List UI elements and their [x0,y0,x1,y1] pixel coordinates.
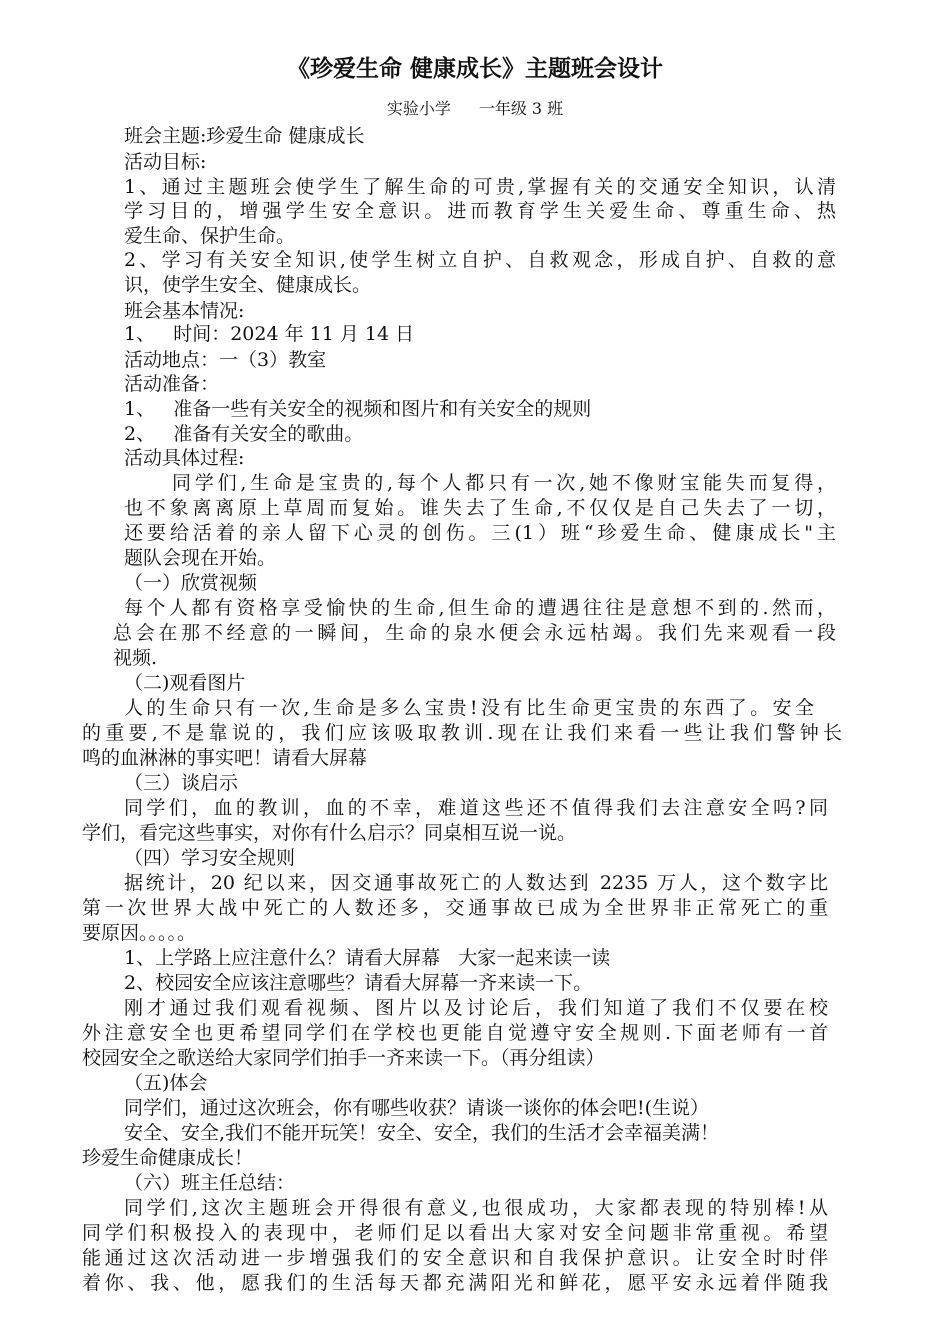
text-line: 还要给活着的亲人留下心灵的创伤。三(1）班“珍爱生命、健康成长"主 [124,522,836,544]
class-name: 一年级 3 班 [478,99,564,118]
text-line: 同学们，通过这次班会，你有哪些收获？请谈一谈你的体会吧!(生说） [124,1097,710,1119]
text-line: 校园安全之歌送给大家同学们拍手一齐来读一下。（再分组读） [82,1047,605,1069]
text-line: 同学们，血的教训，血的不幸，难道这些还不值得我们去注意安全吗?同 [124,797,828,819]
section-heading: （三）谈启示 [124,772,239,794]
text-line: 2、学习有关安全知识,使学生树立自护、自救观念，形成自护、自救的意 [124,249,836,271]
text-line: 总会在那不经意的一瞬间，生命的泉水便会永远枯竭。我们先来观看一段 [113,622,836,644]
text-line: 也不象离离原上草周而复始。谁失去了生命,不仅仅是自己失去了一切， [124,497,836,519]
text-line: 第一次世界大战中死亡的人数还多，交通事故已成为全世界非正常死亡的重 [82,897,828,919]
text-line: 题队会现在开始。 [124,547,277,569]
section-heading: （四）学习安全规则 [124,847,296,869]
text-line: 同学们,这次主题班会开得很有意义,也很成功，大家都表现的特别棒!从 [124,1197,828,1219]
school-name: 实验小学 [386,99,451,118]
text-line: 1、上学路上应注意什么？请看大屏幕 大家一起来读一读 [124,947,611,969]
text-line: 据统计，20 纪以来，因交通事故死亡的人数达到 2235 万人，这个数字比 [124,872,828,894]
section-heading: （六）班主任总结： [124,1172,296,1194]
section-heading: （二)观看图片 [124,672,246,694]
text-line: 识，使学生安全、健康成长。 [124,274,372,296]
text-line: 学们，看完这些事实，对你有什么启示？同桌相互说一说。 [82,822,577,844]
text-line: 班会主题:珍爱生命 健康成长 [124,125,365,147]
text-line: 2、 准备有关安全的歌曲。 [124,423,364,445]
text-line: 人的生命只有一次,生命是多么宝贵!没有比生命更宝贵的东西了。安全 [124,697,814,719]
text-line: 活动准备： [124,373,220,395]
text-line: 鸣的血淋淋的事实吧！请看大屏幕 [82,747,368,769]
text-line: 能通过这次活动进一步增强我们的安全意识和自我保护意识。让安全时时伴 [82,1247,828,1269]
text-line: 安全、安全,我们不能开玩笑！安全、安全，我们的生活才会幸福美满！ [124,1122,720,1144]
document-subtitle [0,96,950,122]
text-line: 同学们,生命是宝贵的,每个人都只有一次,她不像财宝能失而复得， [172,472,836,494]
text-line: 1、 准备一些有关安全的视频和图片和有关安全的规则 [124,398,592,420]
text-line: 的重要,不是靠说的，我们应该吸取教训.现在让我们来看一些让我们警钟长 [82,722,842,744]
text-line: 爱生命、保护生命。 [124,225,296,247]
section-heading: （五)体会 [124,1072,208,1094]
text-line: 活动具体过程: [124,447,245,469]
text-line: 班会基本情况: [124,300,245,322]
text-line: 外注意安全也更希望同学们在学校也更能自觉遵守安全规则.下面老师有一首 [82,1022,828,1044]
text-line: 刚才通过我们观看视频、图片以及讨论后，我们知道了我们不仅要在校 [124,997,828,1019]
section-heading: （一）欣赏视频 [124,572,258,594]
text-line: 着你、我、他，愿我们的生活每天都充满阳光和鲜花，愿平安永远着伴随我 [82,1272,828,1294]
document-title: 《珍爱生命 健康成长》主题班会设计 [286,56,663,82]
text-line: 1、 时间：2024 年 11 月 14 日 [124,323,415,345]
text-line: 同学们积极投入的表现中，老师们足以看出大家对安全问题非常重视。希望 [82,1222,828,1244]
text-line: 活动目标: [124,151,207,173]
text-line: 学习目的，增强学生安全意识。进而教育学生关爱生命、尊重生命、热 [124,200,836,222]
text-line: 要原因。。。。。 [82,922,197,944]
text-line: 珍爱生命健康成长！ [82,1147,254,1169]
text-line: 视频. [113,647,158,669]
text-line: 每个人都有资格享受愉快的生命,但生命的遭遇往往是意想不到的.然而， [124,597,836,619]
text-line: 2、校园安全应该注意哪些？请看大屏幕一齐来读一下。 [124,972,593,994]
text-line: 1、通过主题班会使学生了解生命的可贵,掌握有关的交通安全知识，认清 [124,176,836,198]
text-line: 活动地点：一（3）教室 [124,349,327,371]
